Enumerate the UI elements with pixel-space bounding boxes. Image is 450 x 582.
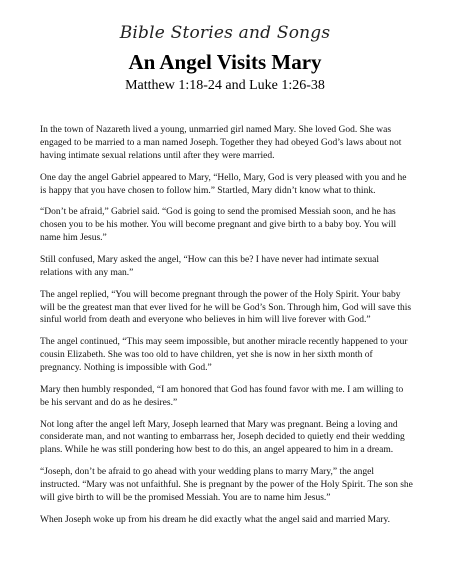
- story-paragraph: “Don’t be afraid,” Gabriel said. “God is going to send the promised Messiah soon, and he has chosen you to be his mother. You will become pregnant and give birth to a baby boy. You will name him Jesus.”: [40, 207, 397, 244]
- story-body: [40, 124, 414, 536]
- story-paragraph: The angel replied, “You will become pregnant through the power of the Holy Spirit. Your baby will be the greatest man that ever lived for he will be God’s Son. Through him, God will save this sinful world from death and everyone who believes in him will live forever with God.”: [40, 289, 412, 326]
- story-paragraph: Mary then humbly responded, “I am honored that God has found favor with me. I am willing to be his servant and do as he desires.”: [40, 384, 404, 408]
- story-paragraph: Still confused, Mary asked the angel, “How can this be? I have never had intimate sexual relations with any man.”: [40, 254, 379, 278]
- story-paragraph: “Joseph, don’t be afraid to go ahead with your wedding plans to marry Mary,” the angel instructed. “Mary was not unfaithful. She is pregnant by the power of the Holy Spirit. The son she will give birth to will be the promised Messiah. You are to name him Jesus.”: [40, 467, 413, 503]
- series-title: Bible Stories and Songs: [119, 23, 331, 43]
- page-title: An Angel Visits Mary: [128, 50, 322, 74]
- story-paragraph: When Joseph woke up from his dream he did exactly what the angel said and married Mary.: [40, 514, 390, 525]
- story-paragraph: One day the angel Gabriel appeared to Mary, “Hello, Mary, God is very pleased with you and he is happy that you have chosen to follow him.” Startled, Mary didn’t know what to think.: [40, 172, 407, 196]
- story-paragraph: In the town of Nazareth lived a young, unmarried girl named Mary. She loved God. She was engaged to be married to a man named Joseph. Together they had obeyed God’s laws about not having intimate sexual relations until after they were married.: [40, 125, 402, 161]
- scripture-reference: Matthew 1:18-24 and Luke 1:26-38: [125, 78, 325, 93]
- story-paragraph: Not long after the angel left Mary, Joseph learned that Mary was pregnant. Being a loving and considerate man, and not wanting to embarrass her, Joseph decided to quietly end their wedding plans. While he was still pondering how best to do this, an angel appeared to him in a dream.: [40, 419, 405, 456]
- story-paragraph: The angel continued, “This may seem impossible, but another miracle recently happened to your cousin Elizabeth. She was too old to have children, yet she is now in her sixth month of pregnancy. Nothing is impossible with God.”: [40, 337, 408, 374]
